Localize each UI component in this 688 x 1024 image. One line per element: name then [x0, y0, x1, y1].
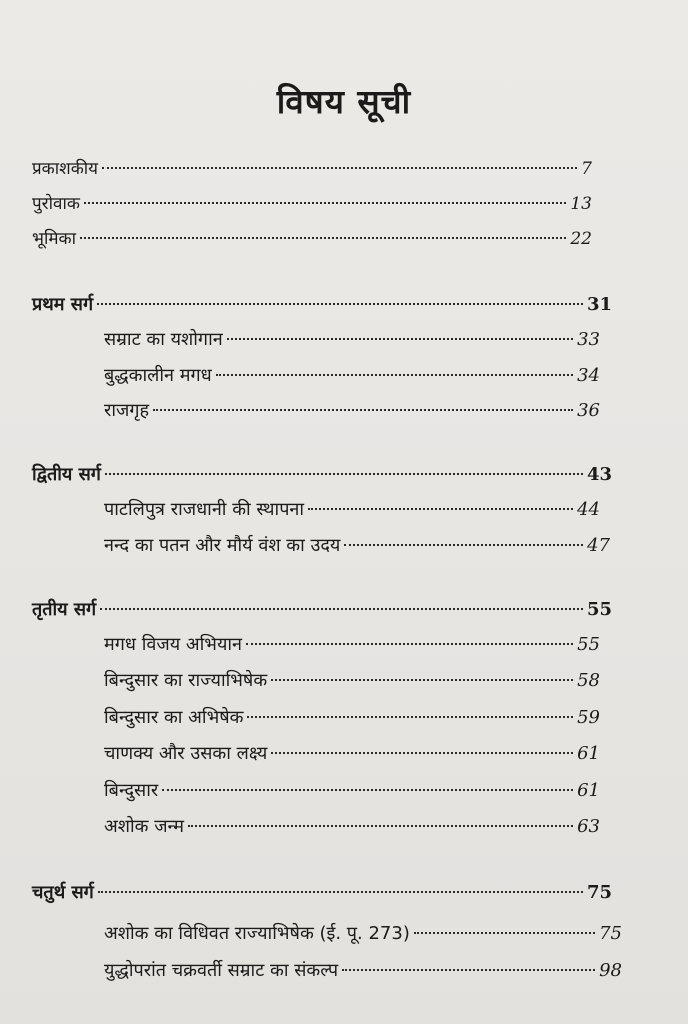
toc-entry-page: 55 [577, 634, 600, 655]
toc-entry [104, 632, 600, 656]
toc-entry [104, 327, 600, 351]
toc-entry [104, 741, 600, 765]
dot-leader [247, 716, 573, 718]
dot-leader [188, 825, 573, 827]
dot-leader [344, 544, 583, 546]
dot-leader [246, 643, 573, 645]
dot-leader [80, 237, 566, 239]
toc-entry [104, 398, 600, 422]
toc-entry [32, 226, 592, 249]
dot-leader [271, 752, 573, 754]
toc-entry-label: राजगृह [104, 400, 150, 421]
toc-entry-page: 98 [599, 960, 622, 981]
toc-entry-page: 61 [577, 743, 600, 764]
toc-entry [104, 921, 622, 945]
dot-leader [100, 608, 583, 610]
dot-leader [84, 202, 566, 204]
toc-entry [104, 814, 600, 838]
page-title: विषय सूची [276, 82, 412, 121]
toc-entry [104, 705, 600, 729]
toc-section-label: द्वितीय सर्ग [32, 464, 101, 485]
toc-entry [104, 533, 610, 557]
toc-entry-page: 47 [587, 535, 610, 556]
toc-entry-page: 61 [577, 780, 600, 801]
toc-entry-label: पुरोवाक [32, 194, 80, 214]
toc-entry-page: 63 [577, 816, 600, 837]
toc-entry-page: 33 [577, 329, 600, 350]
dot-leader [216, 374, 573, 376]
toc-entry-page: 58 [577, 670, 600, 691]
dot-leader [105, 473, 583, 475]
toc-entry [32, 156, 592, 179]
toc-section-heading [32, 292, 612, 316]
toc-entry-label: मगध विजय अभियान [104, 634, 243, 655]
dot-leader [102, 167, 577, 169]
toc-entry-label: बुद्धकालीन मगध [104, 365, 212, 386]
toc-entry-label: युद्धोपरांत चक्रवर्ती सम्राट का संकल्प [104, 960, 339, 981]
toc-entry-label: बिन्दुसार का अभिषेक [104, 707, 244, 728]
toc-entry-page: 34 [577, 365, 600, 386]
toc-entry-label: सम्राट का यशोगान [104, 329, 223, 350]
toc-entry-label: प्रकाशकीय [32, 159, 99, 179]
toc-entry-page: 22 [570, 229, 592, 249]
dot-leader [271, 679, 573, 681]
toc-section-label: तृतीय सर्ग [32, 599, 97, 620]
toc-entry-page: 75 [599, 923, 622, 944]
toc-section-page: 75 [586, 882, 612, 903]
toc-entry-label: बिन्दुसार [104, 780, 159, 801]
dot-leader [414, 932, 595, 934]
toc-entry [104, 958, 622, 982]
dot-leader [308, 508, 573, 510]
toc-section-heading [32, 462, 612, 486]
toc-section-page: 31 [586, 294, 612, 315]
toc-entry [104, 497, 600, 521]
toc-entry-label: चाणक्य और उसका लक्ष्य [104, 743, 268, 764]
toc-entry [32, 191, 592, 214]
toc-entry [104, 668, 600, 692]
dot-leader [97, 303, 583, 305]
toc-entry-page: 36 [577, 400, 600, 421]
dot-leader [98, 891, 583, 893]
toc-entry-page: 44 [577, 499, 600, 520]
toc-entry [104, 778, 600, 802]
toc-entry-label: भूमिका [32, 229, 76, 249]
toc-entry [104, 363, 600, 387]
toc-section-heading [32, 597, 612, 621]
toc-section-label: चतुर्थ सर्ग [32, 882, 94, 903]
toc-entry-page: 7 [581, 159, 592, 179]
toc-entry-page: 59 [577, 707, 600, 728]
dot-leader [153, 409, 573, 411]
toc-entry-label: नन्द का पतन और मौर्य वंश का उदय [104, 535, 341, 556]
dot-leader [162, 789, 573, 791]
dot-leader [342, 969, 595, 971]
toc-section-heading [32, 880, 612, 904]
toc-section-label: प्रथम सर्ग [32, 294, 94, 315]
toc-section-page: 55 [586, 599, 612, 620]
toc-entry-label: अशोक का विधिवत राज्याभिषेक (ई. पू. 273) [104, 923, 410, 944]
dot-leader [227, 338, 573, 340]
toc-entry-label: पाटलिपुत्र राजधानी की स्थापना [104, 499, 305, 520]
toc-entry-page: 13 [570, 194, 592, 214]
toc-entry-label: बिन्दुसार का राज्याभिषेक [104, 670, 268, 691]
toc-section-page: 43 [586, 464, 612, 485]
toc-entry-label: अशोक जन्म [104, 816, 185, 837]
